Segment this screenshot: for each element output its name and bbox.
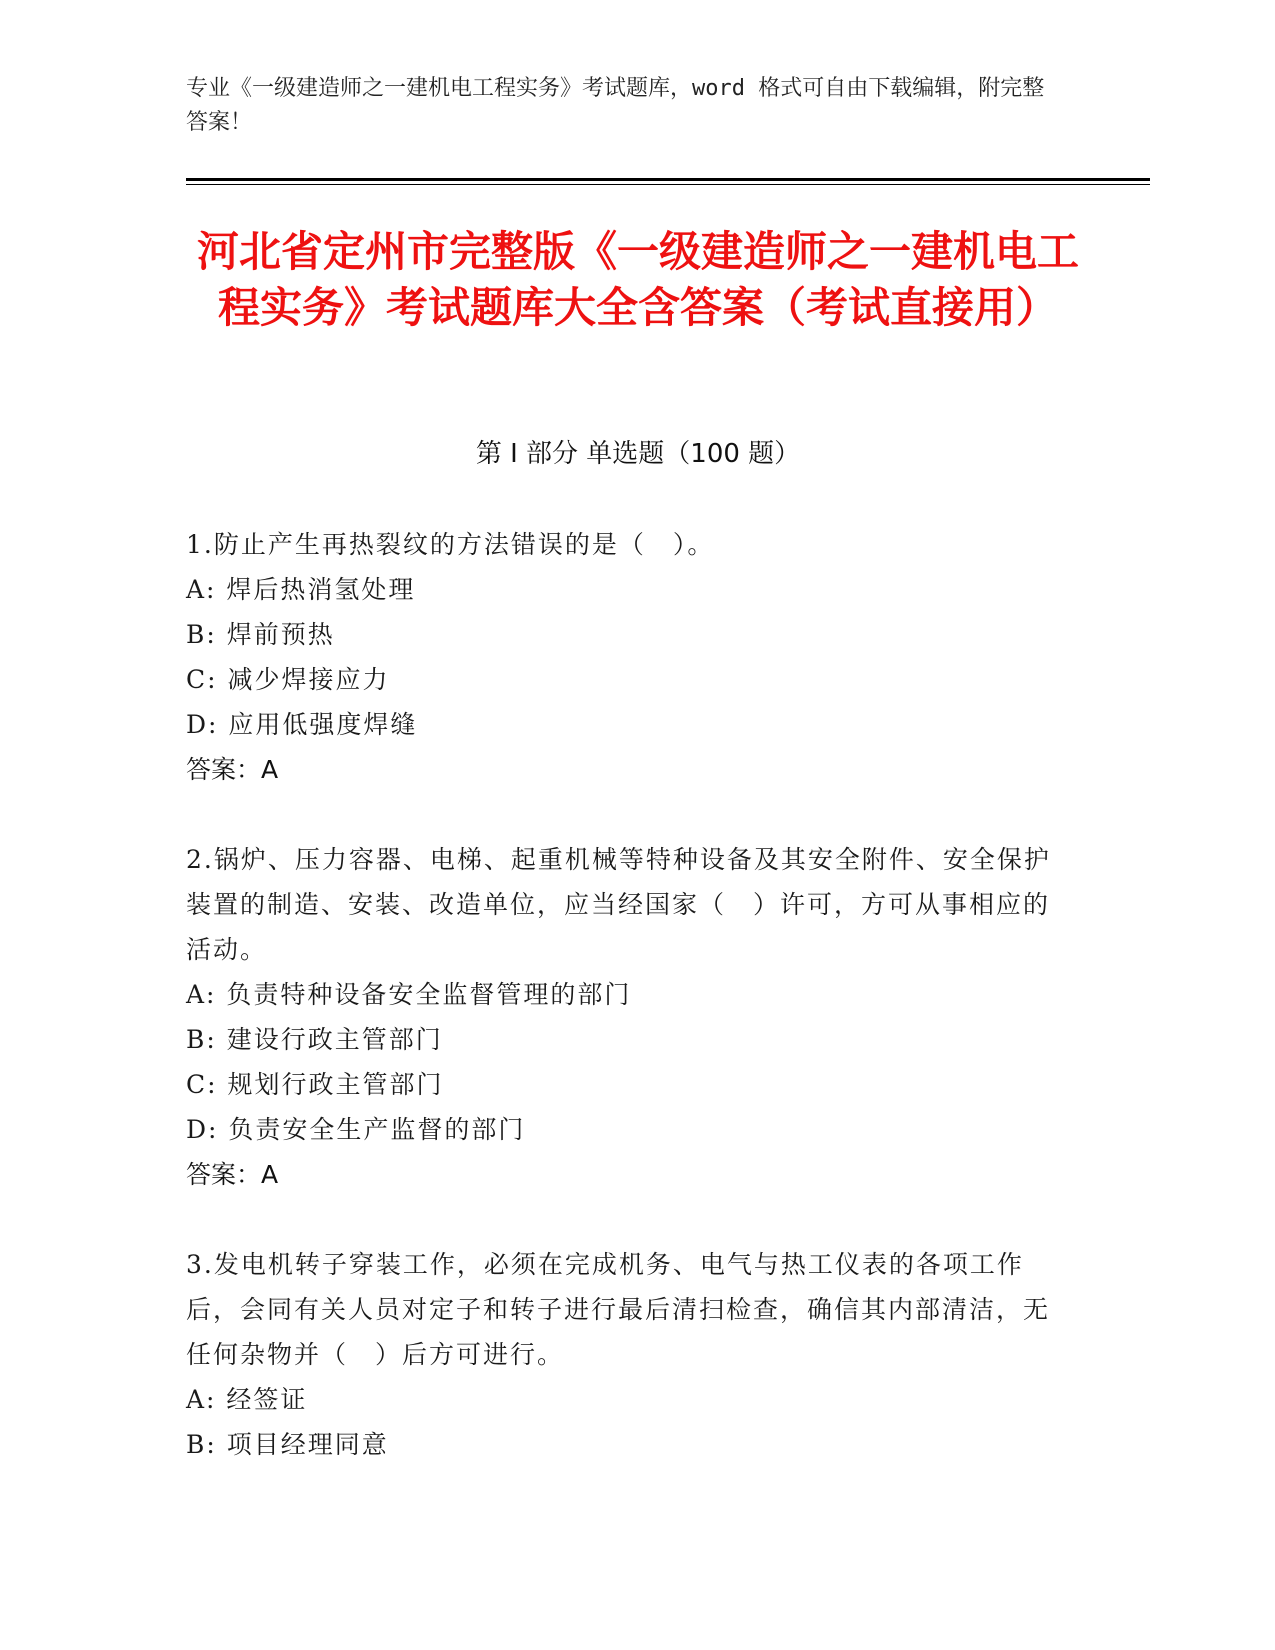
option-b: B: 项目经理同意	[186, 1430, 389, 1459]
option-b: B: 焊前预热	[186, 620, 335, 649]
question-stem: 1.防止产生再热裂纹的方法错误的是（ ）。	[186, 530, 715, 559]
question-list	[186, 522, 1066, 1512]
question-1	[186, 522, 1066, 792]
option-a: A: 焊后热消氢处理	[186, 575, 416, 604]
header-divider-thin	[186, 184, 1150, 185]
option-c: C: 规划行政主管部门	[186, 1070, 444, 1099]
option-d: D: 应用低强度焊缝	[186, 710, 418, 739]
question-stem: 3.发电机转子穿装工作，必须在完成机务、电气与热工仪表的各项工作后，会同有关人员对定子和转子进行最后清扫检查，确信其内部清洁，无任何杂物并（ ）后方可进行。	[186, 1250, 1051, 1369]
header-divider-thick	[186, 178, 1150, 181]
question-2	[186, 837, 1066, 1197]
document-title: 河北省定州市完整版《一级建造师之一建机电工程实务》考试题库大全含答案（考试直接用）	[196, 227, 1079, 332]
question-stem: 2.锅炉、压力容器、电梯、起重机械等特种设备及其安全附件、安全保护装置的制造、安装、改造单位，应当经国家（ ）许可，方可从事相应的活动。	[186, 845, 1051, 964]
header-note: 专业《一级建造师之一建机电工程实务》考试题库，word 格式可自由下载编辑，附完整答案！	[186, 76, 1045, 135]
section-heading: 第 I 部分 单选题（100 题）	[475, 439, 801, 469]
option-d: D: 负责安全生产监督的部门	[186, 1115, 526, 1144]
option-c: C: 减少焊接应力	[186, 665, 390, 694]
question-3	[186, 1242, 1066, 1467]
option-b: B: 建设行政主管部门	[186, 1025, 443, 1054]
answer-line: 答案：A	[186, 755, 279, 784]
answer-line: 答案：A	[186, 1160, 279, 1189]
option-a: A: 经签证	[186, 1385, 308, 1414]
option-a: A: 负责特种设备安全监督管理的部门	[186, 980, 632, 1009]
